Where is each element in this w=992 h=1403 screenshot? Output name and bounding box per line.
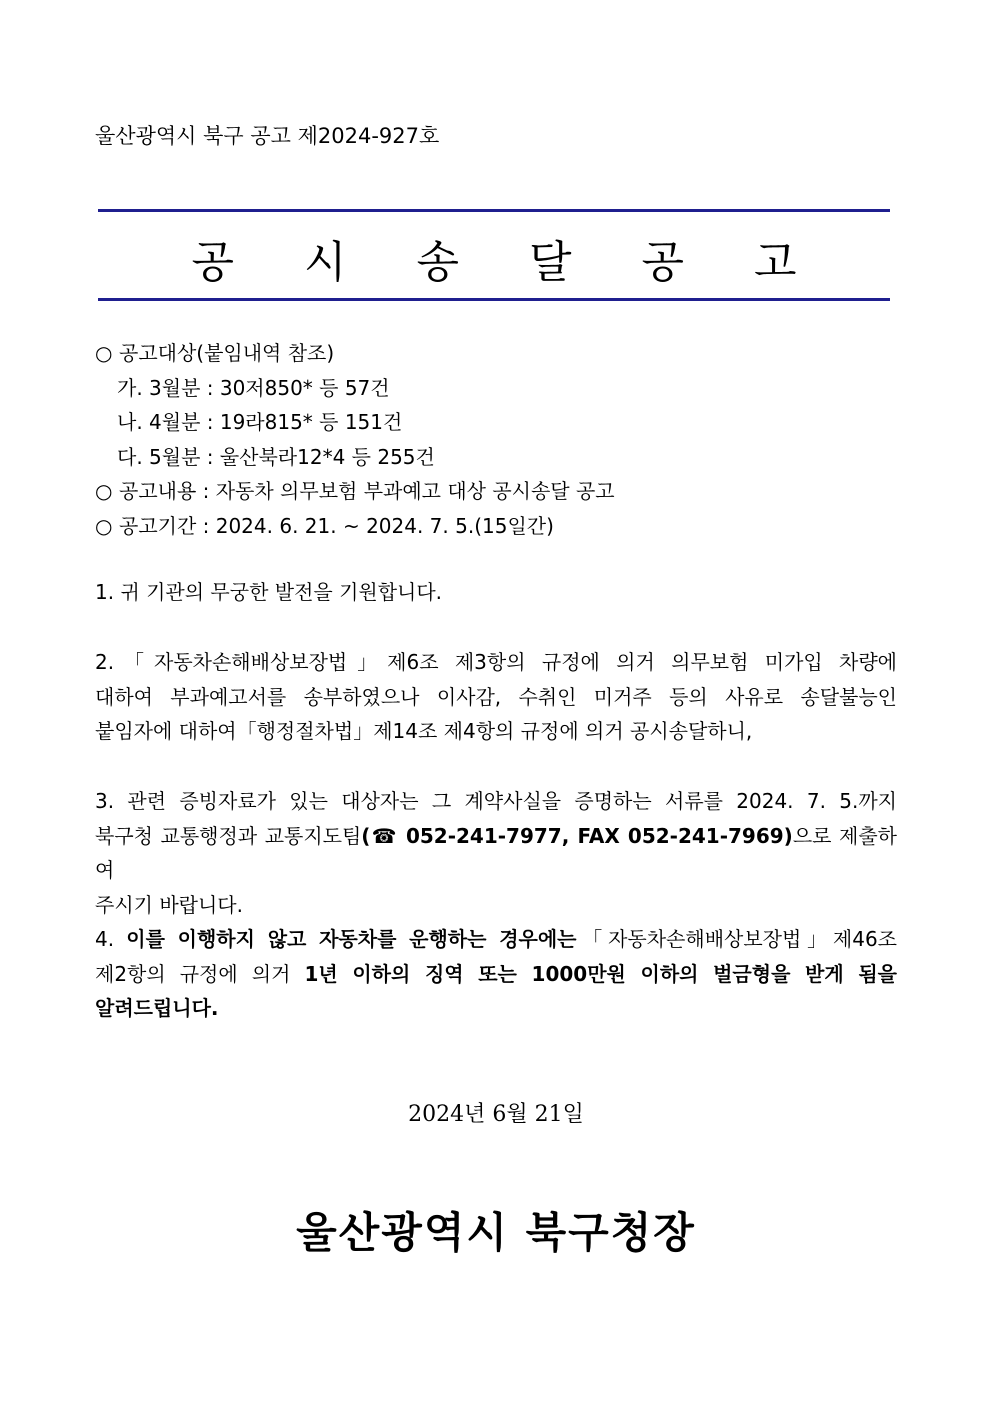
contact-submit: 으로 제출하여 — [95, 823, 897, 882]
summary-target — [95, 336, 615, 371]
issuer-name: 울산광역시 북구청장 — [296, 1208, 696, 1257]
paragraph-3-line-2 — [95, 819, 897, 888]
summary-content-text: 공고내용 : 자동차 의무보험 부과예고 대상 공시송달 공고 — [119, 479, 615, 503]
notice-date: 2024년 6월 21일 — [408, 1102, 584, 1127]
summary-target-label: 공고대상(붙임내역 참조) — [119, 341, 335, 365]
summary-period — [95, 509, 615, 544]
contact-team: 북구청 교통행정과 교통지도팀 — [95, 823, 362, 848]
summary-period-text: 공고기간 : 2024. 6. 21. ~ 2024. 7. 5.(15일간) — [119, 513, 554, 538]
paragraph-4-line-1 — [95, 922, 897, 957]
title-top-rule — [98, 209, 890, 212]
bullet-circle-icon: ○ — [95, 513, 113, 538]
paragraph-4-line-3: 알려드립니다. — [95, 996, 219, 1020]
p4-law-ref: 「자동차손해배상보장법」제46조 — [576, 927, 897, 951]
paragraph-3 — [95, 784, 897, 922]
summary-item-may: 다. 5월분 : 울산북라12*4 등 255건 — [117, 444, 435, 469]
p4-number: 4. — [95, 927, 127, 951]
contact-phone-fax: (☎ 052-241-7977, FAX 052-241-7969) — [361, 823, 793, 848]
p4-penalty-bold: 1년 이하의 징역 또는 1000만원 이하의 벌금형을 받게 됨을 — [304, 961, 897, 986]
page-title: 공 시 송 달 공 고 — [191, 237, 825, 288]
paragraph-3-line-1: 3. 관련 증빙자료가 있는 대상자는 그 계약사실을 증명하는 서류를 2024. 7. 5.까지 — [95, 789, 897, 813]
summary-item-april: 나. 4월분 : 19라815* 등 151건 — [117, 410, 403, 434]
bullet-circle-icon: ○ — [95, 479, 113, 503]
summary-item-march: 가. 3월분 : 30저850* 등 57건 — [117, 375, 390, 400]
bullet-circle-icon: ○ — [95, 341, 113, 365]
summary-content — [95, 474, 615, 509]
paragraph-2-line-2: 대하여 부과예고서를 송부하였으나 이사감, 수취인 미거주 등의 사유로 송달불능인 — [95, 684, 897, 709]
paragraph-2-line-1: 2.「자동차손해배상보장법」제6조 제3항의 규정에 의거 의무보험 미가입 차량에 — [95, 650, 897, 674]
notice-summary — [95, 336, 615, 543]
paragraph-2 — [95, 645, 897, 749]
paragraph-1: 1. 귀 기관의 무궁한 발전을 기원합니다. — [95, 580, 443, 604]
p4-clause: 제2항의 규정에 의거 — [95, 961, 305, 986]
p4-warning-bold: 이를 이행하지 않고 자동차를 운행하는 경우에는 — [126, 927, 577, 951]
notice-number: 울산광역시 북구 공고 제2024-927호 — [95, 124, 440, 148]
paragraph-4-line-2 — [95, 957, 897, 992]
paragraph-3-line-3: 주시기 바랍니다. — [95, 892, 243, 917]
paragraph-2-line-3: 붙임자에 대하여「행정절차법」제14조 제4항의 규정에 의거 공시송달하니, — [95, 719, 753, 743]
paragraph-4 — [95, 922, 897, 1026]
title-bottom-rule — [98, 298, 890, 301]
